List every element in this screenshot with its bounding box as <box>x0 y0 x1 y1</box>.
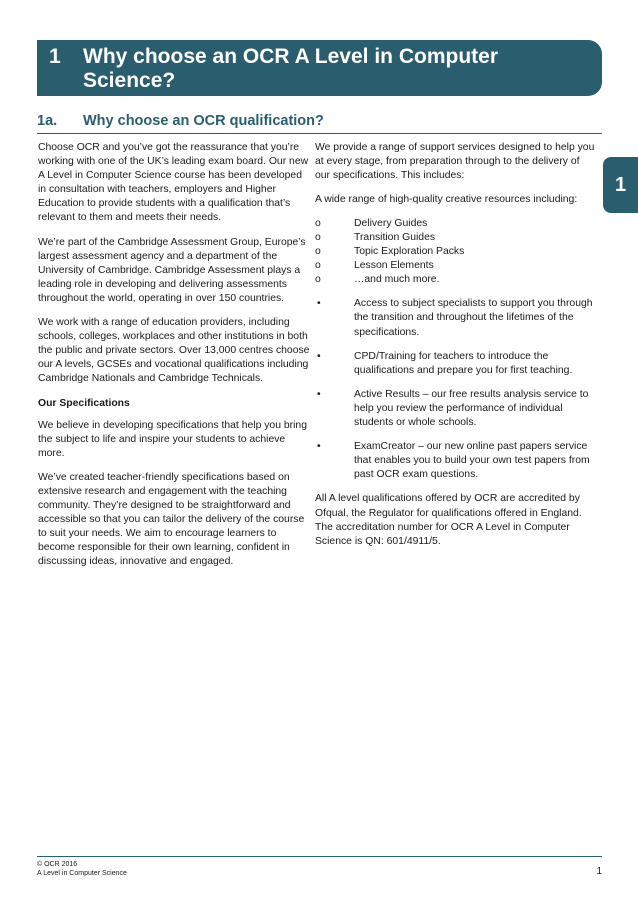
right-column <box>315 141 596 559</box>
list-marker: o <box>315 246 321 258</box>
footer-info <box>37 860 127 878</box>
paragraph: We believe in developing specifications that help you bring the subject to life and inspire your students to achieve more. <box>38 419 307 459</box>
list-item: o Topic Exploration Packs <box>315 246 465 258</box>
paragraph: We’ve created teacher-friendly specifications based on extensive research and engagement with the teaching community. They’re designed to be straightforward and accessible so that you can tailor the delivery of the course to suit your needs. We aim to encourage learners to become responsible for their own learning, confident in discussing ideas, innovative and engaged. <box>38 471 305 568</box>
bullet-marker: • <box>317 441 321 453</box>
footer-divider <box>37 856 602 857</box>
footer-document-title: A Level in Computer Science <box>37 870 127 877</box>
bullet-marker: • <box>317 298 321 310</box>
section-divider <box>37 133 602 134</box>
list-item: • Active Results – our free results analysis service to help you review the performance of individual students or whole schools. <box>317 388 589 429</box>
support-services-list <box>315 297 596 482</box>
bullet-marker: • <box>317 388 321 400</box>
chapter-side-tab <box>603 157 638 213</box>
paragraph: We provide a range of support services designed to help you at every stage, from preparation through to the delivery of our specifications. This includes: <box>315 142 595 182</box>
paragraph: We’re part of the Cambridge Assessment Group, Europe’s largest assessment agency and a department of the University of Cambridge. Cambridge Assessment plays a leading role in developing and delivering assessments throughout the world, operating in over 150 countries. <box>38 236 306 304</box>
subheading-specifications: Our Specifications <box>38 397 130 409</box>
list-marker: o <box>315 260 321 272</box>
paragraph: Choose OCR and you’ve got the reassurance that you’re working with one of the UK’s leading exam board. Our new A Level in Computer Science course has been developed in consultation with teachers, employers and Higher Education to provide students with a qualification that’s relevant to them and meets their needs. <box>38 142 309 224</box>
list-item: o Transition Guides <box>315 232 436 244</box>
chapter-banner <box>37 40 602 96</box>
list-marker: o <box>315 274 321 286</box>
page-number: 1 <box>596 866 602 877</box>
paragraph: All A level qualifications offered by OCR are accredited by Ofqual, the Regulator for qualifications offered in England. The accreditation number for OCR A Level in Computer Science is QN: 601/4911/5. <box>315 493 582 547</box>
chapter-number: 1 <box>49 45 61 68</box>
list-item: o …and much more. <box>315 274 440 286</box>
resource-list <box>315 217 596 287</box>
bullet-marker: • <box>317 350 321 362</box>
chapter-title: Why choose an OCR A Level in Computer Science? <box>83 45 498 92</box>
list-marker: o <box>315 218 321 230</box>
section-title: Why choose an OCR qualification? <box>83 113 324 129</box>
paragraph: We work with a range of education providers, including schools, colleges, workplaces and other institutions in both the public and private sectors. Over 13,000 centres choose our A levels, GCSEs and vocational qualifications including Cambridge Nationals and Cambridge Technicals. <box>38 317 310 385</box>
paragraph: A wide range of high-quality creative resources including: <box>315 194 578 206</box>
side-tab-number: 1 <box>614 173 627 196</box>
list-item: • ExamCreator – our new online past papers service that enables you to build your own test papers from past OCR exam questions. <box>317 441 590 481</box>
list-item: • CPD/Training for teachers to introduce the qualifications and prepare you for first teaching. <box>317 350 573 376</box>
list-marker: o <box>315 232 321 244</box>
list-item: o Lesson Elements <box>315 260 434 272</box>
list-item: o Delivery Guides <box>315 218 428 230</box>
left-column <box>38 141 310 580</box>
footer-copyright: © OCR 2016 <box>37 861 78 868</box>
section-heading <box>37 112 602 130</box>
list-item: • Access to subject specialists to support you through the transition and throughout the lifetimes of the specifications. <box>317 298 593 338</box>
section-number: 1a. <box>37 113 58 129</box>
